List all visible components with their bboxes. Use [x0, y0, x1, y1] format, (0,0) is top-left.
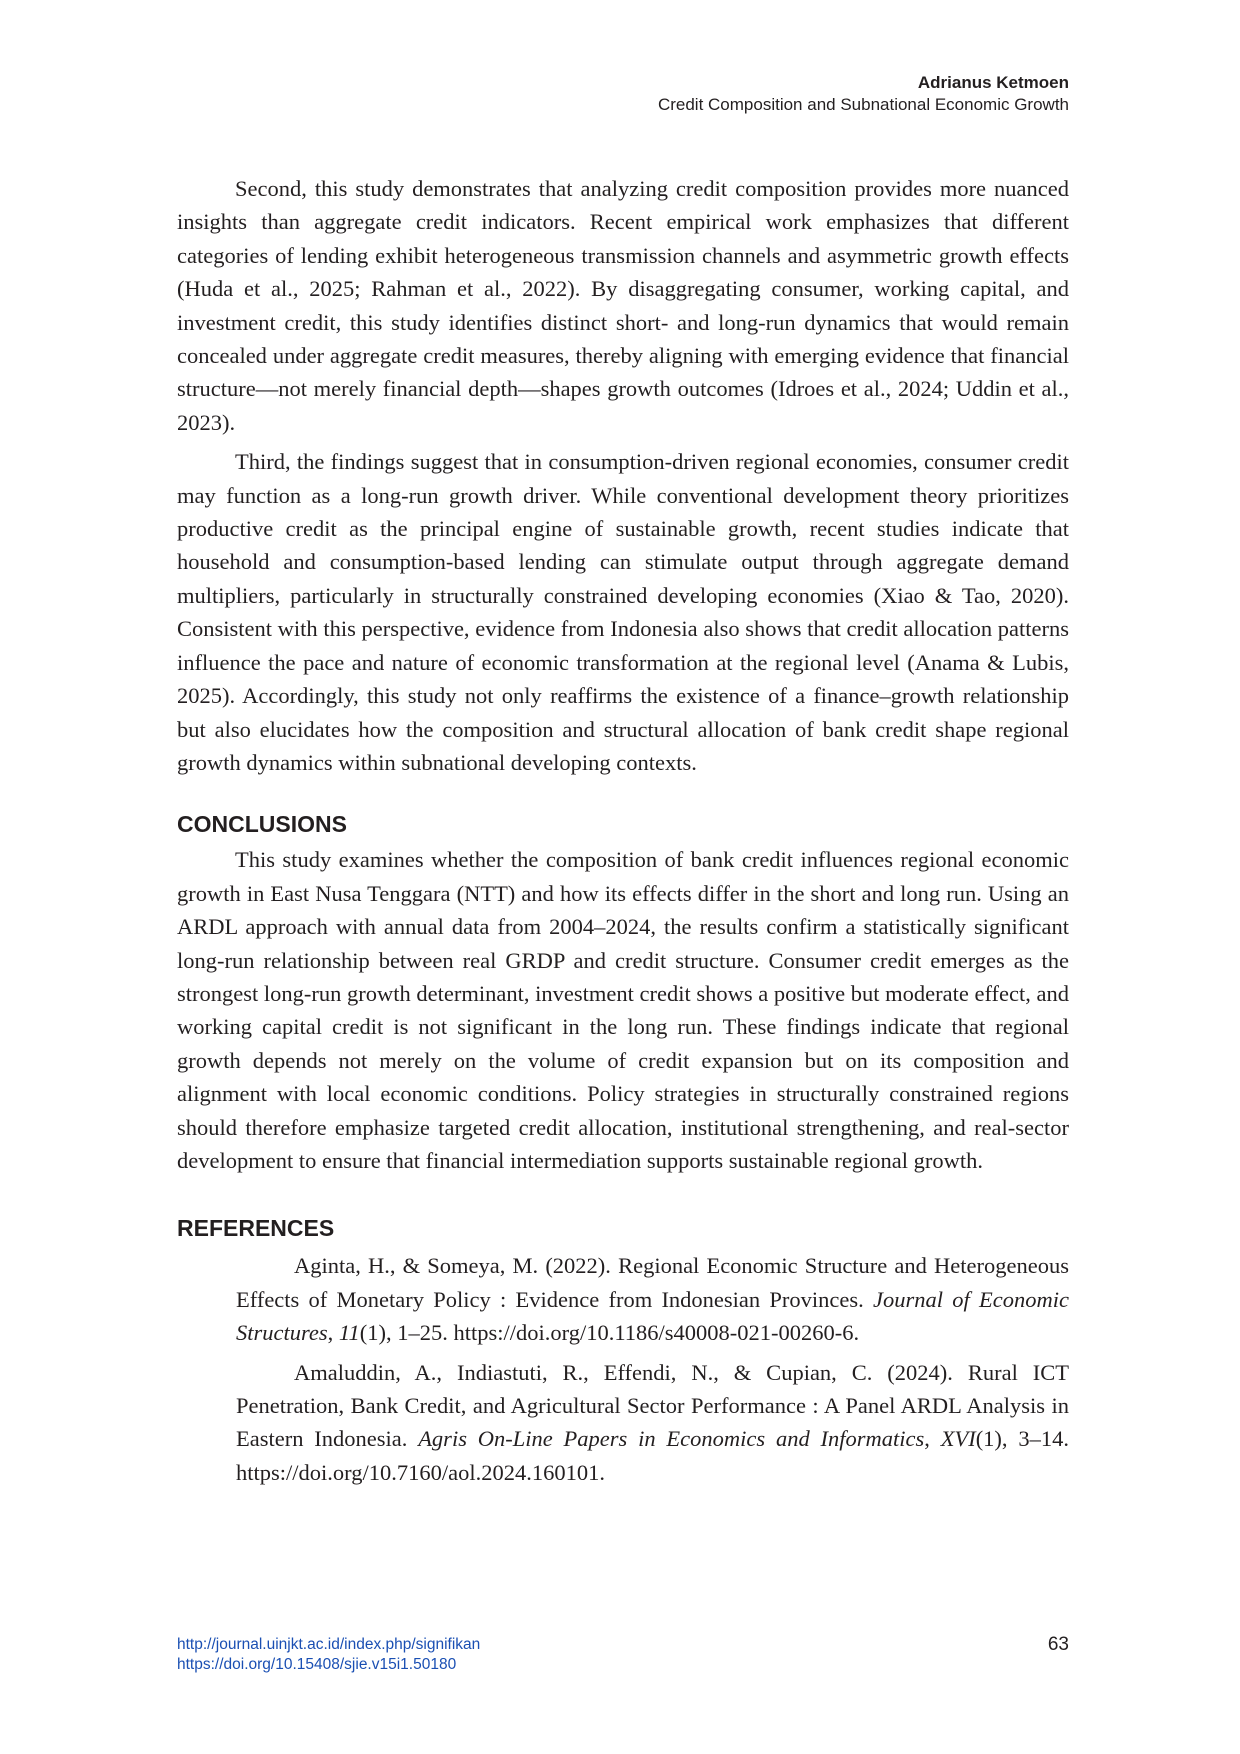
reference-authors-title: Aginta, H., & Someya, M. (2022). Regional Economic Structure and Heterogeneous Effects of Monetary Policy : Evidence from Indonesian Provinces.	[236, 1253, 1069, 1312]
reference-journal: Agris On-Line Papers in Economics and Informatics	[418, 1426, 925, 1452]
footer-links	[177, 1635, 480, 1675]
article-body	[177, 172, 1069, 1489]
reference-authors-title: Amaluddin, A., Indiastuti, R., Effendi, N., & Cupian, C. (2024). Rural ICT Penetration, Bank Credit, and Agricultural Sector Performance : A Panel ARDL Analysis in Eastern Indonesia.	[236, 1359, 1069, 1452]
reference-separator: ,	[924, 1426, 941, 1452]
reference-item	[177, 1356, 1069, 1490]
reference-issue-pages-doi: (1), 3–14. https://doi.org/10.7160/aol.2024.160101.	[236, 1426, 1069, 1485]
paragraph-third-finding: Third, the findings suggest that in consumption-driven regional economies, consumer credit may function as a long-run growth driver. While conventional development theory prioritizes productive credit as the principal engine of sustainable growth, recent studies indicate that household and consumption-based lending can stimulate output through aggregate demand multipliers, particularly in structurally constrained developing economies (Xiao & Tao, 2020). Consistent with this perspective, evidence from Indonesia also shows that credit allocation patterns influence the pace and nature of economic transformation at the regional level (Anama & Lubis, 2025). Accordingly, this study not only reaffirms the existence of a finance–growth relationship but also elucidates how the composition and structural allocation of bank credit shape regional growth dynamics within subnational developing contexts.	[177, 449, 1069, 775]
doi-link[interactable]: https://doi.org/10.15408/sjie.v15i1.50180	[177, 1656, 457, 1673]
references-heading: REFERENCES	[177, 1215, 335, 1242]
reference-volume: 11	[338, 1320, 360, 1346]
header-article-title: Credit Composition and Subnational Economic Growth	[657, 95, 1069, 114]
running-header	[658, 72, 1069, 116]
reference-issue-pages-doi: (1), 1–25. https://doi.org/10.1186/s40008-021-00260-6.	[359, 1320, 860, 1346]
reference-separator: ,	[327, 1320, 339, 1346]
conclusions-paragraph: This study examines whether the composition of bank credit influences regional economic growth in East Nusa Tenggara (NTT) and how its effects differ in the short and long run. Using an ARDL approach with annual data from 2004–2024, the results confirm a statistically significant long-run relationship between real GRDP and credit structure. Consumer credit emerges as the strongest long-run growth determinant, investment credit shows a positive but moderate effect, and working capital credit is not significant in the long run. These findings indicate that regional growth depends not merely on the volume of credit expansion but on its composition and alignment with local economic conditions. Policy strategies in structurally constrained regions should therefore emphasize targeted credit allocation, institutional strengthening, and real-sector development to ensure that financial intermediation supports sustainable regional growth.	[177, 847, 1069, 1173]
conclusions-heading: CONCLUSIONS	[177, 811, 347, 838]
reference-item	[177, 1249, 1069, 1349]
page-number: 63	[1047, 1634, 1069, 1655]
reference-journal: Journal of Economic Structures	[236, 1286, 1069, 1346]
journal-url-link[interactable]: http://journal.uinjkt.ac.id/index.php/signifikan	[177, 1636, 481, 1653]
header-author: Adrianus Ketmoen	[917, 73, 1069, 92]
paragraph-second-finding: Second, this study demonstrates that analyzing credit composition provides more nuanced insights than aggregate credit indicators. Recent empirical work emphasizes that different categories of lending exhibit heterogeneous transmission channels and asymmetric growth effects (Huda et al., 2025; Rahman et al., 2022). By disaggregating consumer, working capital, and investment credit, this study identifies distinct short- and long-run dynamics that would remain concealed under aggregate credit measures, thereby aligning with emerging evidence that financial structure—not merely financial depth—shapes growth outcomes (Idroes et al., 2024; Uddin et al., 2023).	[177, 176, 1069, 435]
reference-volume: XVI	[940, 1426, 976, 1452]
